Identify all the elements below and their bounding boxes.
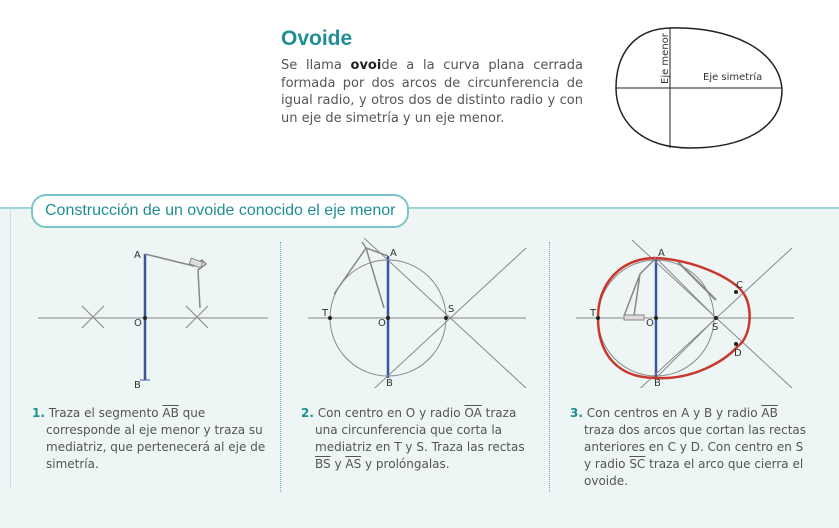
intro-paragraph [281, 57, 583, 127]
label-A: A [134, 250, 141, 261]
label-A: A [658, 248, 665, 259]
panel-left-rule [10, 207, 11, 487]
intro-bold: ovoi [350, 58, 382, 73]
diagram-step-3 [574, 238, 814, 388]
label-T: T [590, 308, 597, 319]
label-C: C [736, 280, 743, 291]
column-separator-1 [280, 242, 281, 492]
page-title: Ovoide [281, 27, 353, 50]
label-S: S [712, 322, 719, 333]
label-B: B [654, 378, 661, 388]
symmetry-axis-label: Eje simetría [703, 72, 763, 83]
diagram-step-1 [34, 238, 274, 388]
section-title: Construcción de un ovoide conocido el eje menor [31, 194, 409, 228]
diagram-step-2 [304, 238, 544, 388]
label-B: B [386, 378, 393, 388]
label-D: D [734, 348, 742, 359]
label-O: O [378, 318, 386, 329]
intro-pre: Se llama [281, 58, 351, 73]
step-1: 1. Traza el segmento $\overline{AB}$ que corresponde al eje menor y traza su mediatriz, que pertenecerá al eje de simetría. [32, 406, 266, 471]
label-B: B [134, 380, 141, 388]
label-T: T [322, 308, 329, 319]
step-3: 3. Con centros en A y B y radio $\overline{AB}$ traza dos arcos que cortan las rectas anteriores en C y D. Con centro en S y radio $\overline{SC}$ traza el arco que cierra el ovoide. [570, 406, 806, 488]
step-number: 3. [570, 406, 583, 420]
label-A: A [390, 248, 397, 259]
minor-axis-label: Eje menor [660, 33, 671, 84]
label-O: O [134, 318, 142, 329]
intro-post: de a la curva plana cerrada formada por dos arcos de circunferencia de igual radio, y otros dos de distinto radio y con un eje de simetría y un eje menor. [281, 58, 583, 126]
label-O: O [646, 318, 654, 329]
column-separator-2 [549, 242, 550, 492]
ovoid-illustration [610, 20, 790, 155]
step-number: 2. [301, 406, 314, 420]
step-2: 2. Con centro en O y radio $\overline{OA}$ traza una circunferencia que corta la mediatriz en T y S. Traza las rectas $\overline{BS}$ y $\overline{AS}$ y prolóngalas. [301, 406, 525, 471]
step-number: 1. [32, 406, 45, 420]
label-S: S [448, 304, 455, 315]
